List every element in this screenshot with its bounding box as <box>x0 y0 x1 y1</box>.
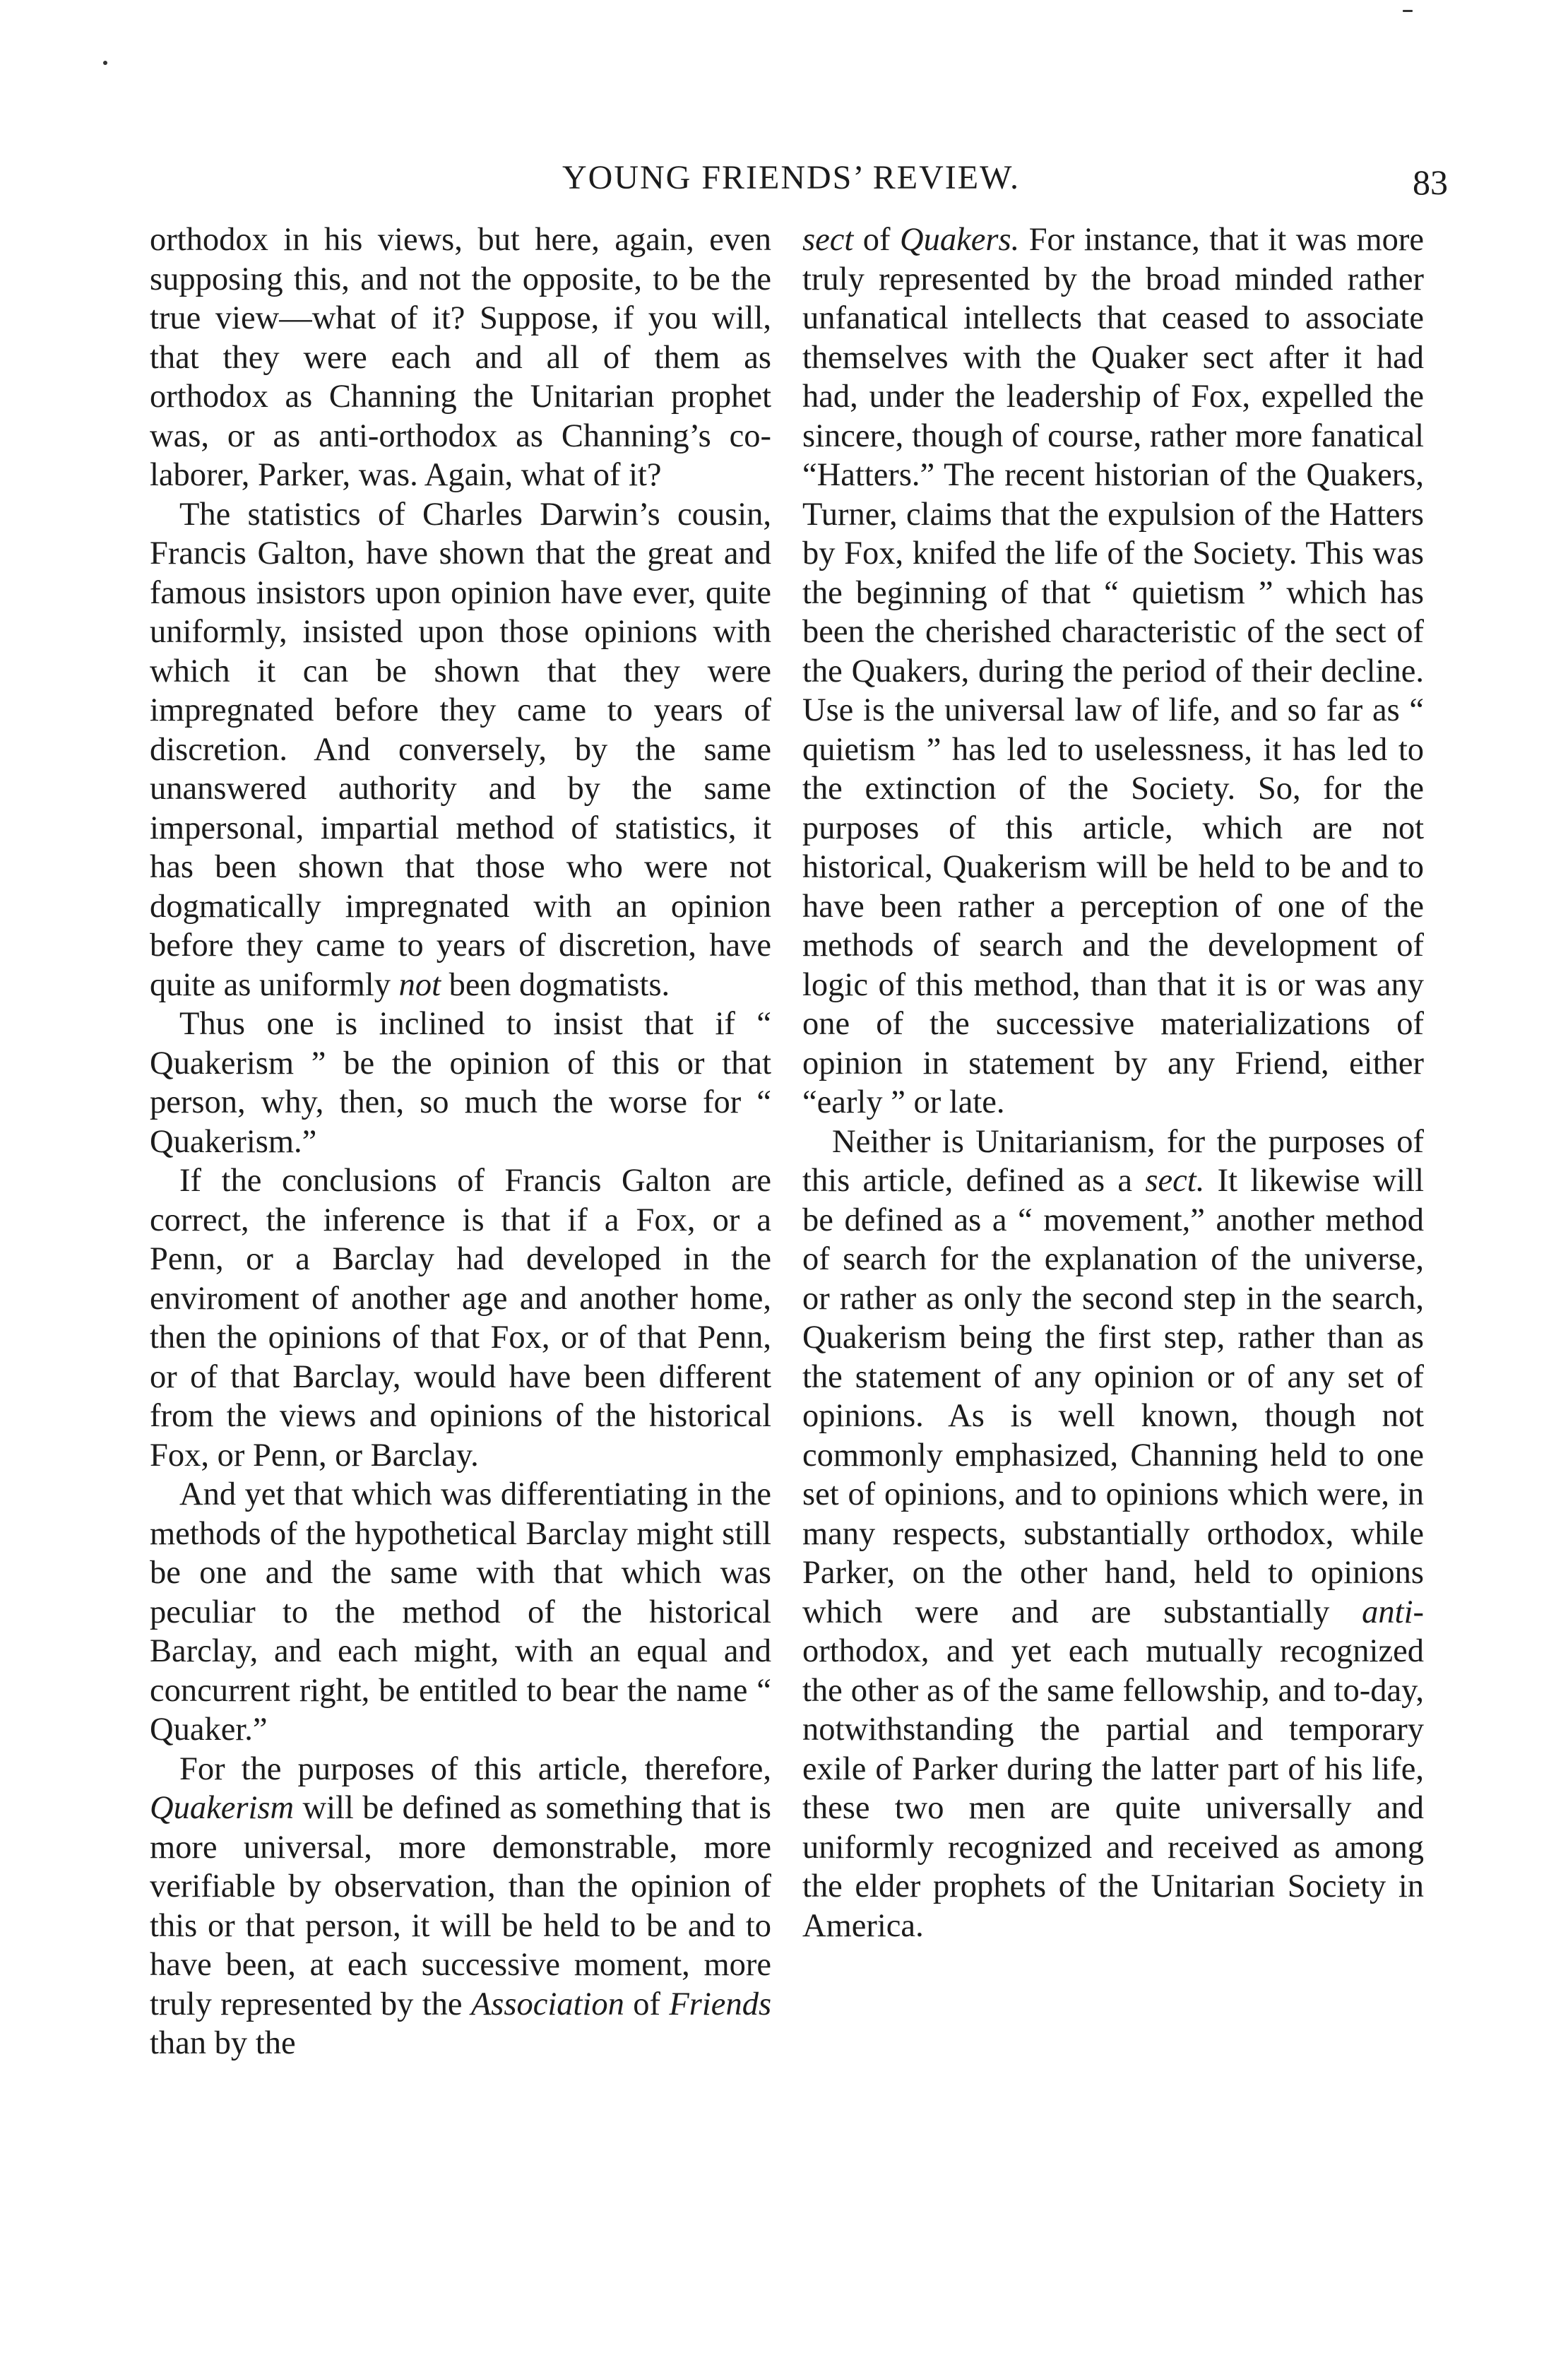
paragraph: The statistics of Charles Darwin’s cousin, Francis Galton, have shown that the great and famous insistors upon opinion have ever, quite uniformly, insisted upon those opinions with which it can be shown that they were impregnated before they came to years of discretion. And conversely, by the same unanswered authority and by the same impersonal, impartial method of statistics, it has been shown that those who were not dogmatically impregnated with an opinion before they came to years of discretion, have quite as uniformly not been dogmatists. <box>150 496 771 1003</box>
emphasis: Quakerism <box>150 1790 295 1826</box>
paragraph: Neither is Unitarianism, for the purposes of this article, defined as a sect. It likewise will be defined as a “ movement,” another method of search for the explanation of the universe, or rather as only the second step in the search, Quakerism being the first step, rather than as the statement of any opinion or of any set of opinions. As is well known, though not commonly emphasized, Channing held to one set of opinions, and to opinions which were, in many respects, substantially orthodox, while Parker, on the other hand, held to opinions which were and are substantially anti-orthodox, and yet each mutually recognized the other as of the same fellowship, and to-day, notwithstanding the partial and temporary exile of Parker during the latter part of his life, these two men are quite universally and uniformly recognized and received as among the elder prophets of the Unitarian Society in America. <box>802 1123 1425 1944</box>
paragraph: sect of Quakers. For instance, that it was more truly represented by the broad minded rather unfanatical intellects that ceased to associate themselves with the Quaker sect after it had had, under the leadership of Fox, expelled the sincere, though of course, rather more fanatical “Hatters.” The recent historian of the Quakers, Turner, claims that the expulsion of the Hatters by Fox, knifed the life of the Society. This was the beginning of that “ quietism ” which has been the cherished characteristic of the sect of the Quakers, during the period of their decline. Use is the universal law of life, and so far as “ quietism ” has led to uselessness, it has led to the extinction of the Society. So, for the purposes of this article, which are not historical, Quakerism will be held to be and to have been rather a perception of one of the methods of search and the development of logic of this method, than that it is or was any one of the successive materializations of opinion in statement by any Friend, either “early ” or late. <box>802 222 1425 1120</box>
paragraph: Thus one is inclined to insist that if “ Quakerism ” be the opinion of this or that person, why, then, so much the worse for “ Quakerism.” <box>150 1006 771 1160</box>
page-number: 83 <box>1413 162 1448 202</box>
running-title: YOUNG FRIENDS’ REVIEW. <box>562 159 1020 196</box>
paragraph: And yet that which was differentiating in the methods of the hypothetical Barclay might still be one and the same with that which was peculiar to the method of the historical Barclay, and each might, with an equal and concurrent right, be entitled to bear the name “ Quaker.” <box>150 1476 771 1748</box>
emphasis: Association <box>470 1986 624 2022</box>
right-column <box>802 220 1424 1945</box>
emphasis: Friends <box>669 1986 772 2022</box>
paragraph: orthodox in his views, but here, again, even supposing this, and not the opposite, to be the true view—what of it? Suppose, if you will, that they were each and all of them as orthodox as Channing the Unitarian prophet was, or as anti-orthodox as Channing’s co-laborer, Parker, was. Again, what of it? <box>150 222 771 493</box>
left-column <box>150 220 771 2063</box>
emphasis: sect <box>802 222 854 258</box>
ink-speck <box>103 61 107 65</box>
running-header <box>134 157 1448 206</box>
ink-speck <box>1403 10 1413 12</box>
paragraph: For the purposes of this article, therefore, Quakerism will be defined as something that is more universal, more demonstrable, more verifiable by observation, than the opinion of this or that person, it will be held to be and to have been, at each successive moment, more truly represented by the Association of Friends than by the <box>150 1750 772 2061</box>
paragraph: If the conclusions of Francis Galton are correct, the inference is that if a Fox, or a Penn, or a Barclay had developed in the enviroment of another age and another home, then the opinions of that Fox, or of that Penn, or of that Barclay, would have been different from the views and opinions of the historical Fox, or Penn, or Barclay. <box>150 1163 771 1474</box>
emphasis: Quakers. <box>900 222 1020 258</box>
emphasis: anti- <box>1362 1594 1424 1630</box>
emphasis: sect. <box>1145 1163 1205 1199</box>
emphasis: not <box>398 966 441 1003</box>
